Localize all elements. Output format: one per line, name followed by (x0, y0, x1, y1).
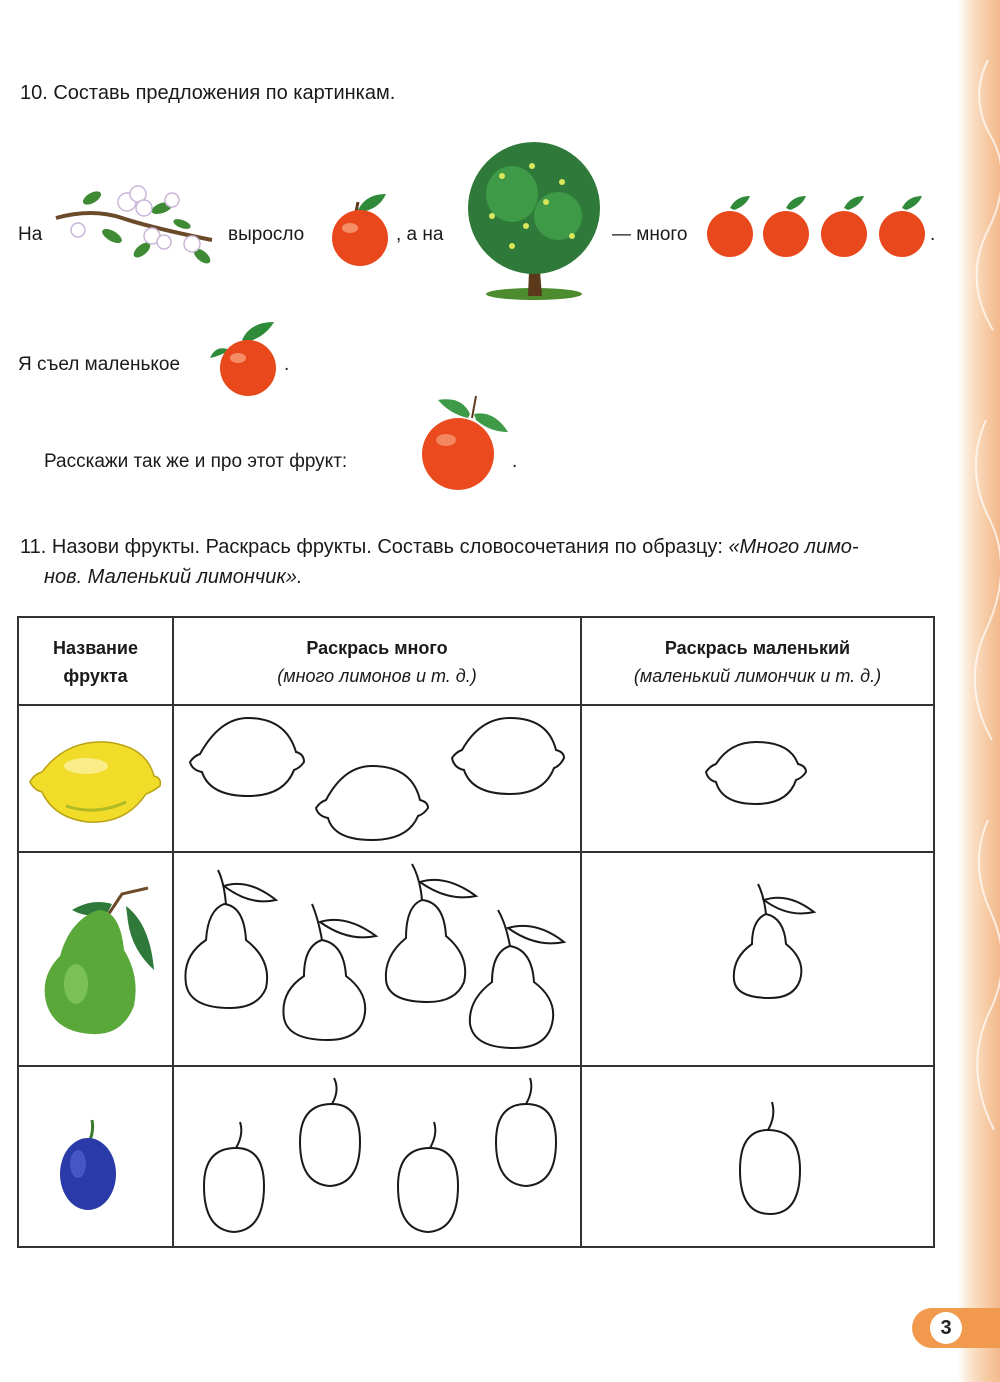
apple-icon (318, 188, 396, 270)
word-na: На (18, 224, 43, 245)
line2-dot: . (284, 354, 290, 375)
word-vyroslo: выросло (228, 224, 305, 245)
header-fruit-name (19, 634, 172, 690)
tangerine-icon (414, 392, 514, 494)
pear-icon (36, 880, 162, 1040)
sentence-ate-small: Я съел маленькое (18, 354, 181, 375)
word-a-na: , а на (396, 224, 444, 245)
line1-dot: . (930, 224, 936, 245)
task-11-title-line1 (20, 536, 859, 559)
task-11-sample-part1: «Много лимо- (728, 536, 859, 558)
apple-blossom-branch-icon (52, 178, 216, 274)
sentence-tell-about: Расскажи так же и про этот фрукт: (44, 451, 348, 472)
header-color-many (174, 634, 580, 690)
apples-group-icon (704, 192, 930, 260)
line3-dot: . (512, 451, 518, 472)
header-color-many-title: Раскрась много (306, 638, 448, 658)
apple-tree-icon (462, 136, 606, 302)
page-number: 3 (930, 1312, 962, 1344)
task-11-title-text: 11. Назови фрукты. Раскрась фрукты. Составь словосочетания по образцу: (20, 536, 729, 558)
task-10-title: 10. Составь предложения по картинкам. (20, 82, 396, 104)
plum-outline-small[interactable] (736, 1096, 806, 1218)
header-color-many-sub: (много лимонов и т. д.) (277, 666, 477, 686)
task-11-title-line2 (44, 566, 302, 589)
header-color-small-sub: (маленький лимончик и т. д.) (633, 666, 882, 686)
header-color-small (582, 634, 933, 690)
page-edge-decoration (958, 0, 1000, 1382)
page-number-tab (912, 1308, 1000, 1348)
header-fruit-name-line1: Название (53, 638, 138, 658)
pear-outline-small[interactable] (726, 878, 818, 1004)
lemon-outline-small[interactable] (700, 738, 810, 808)
task-11-sample-part2: нов. Маленький лимончик». (44, 566, 303, 588)
word-mnogo: — много (612, 224, 688, 245)
pear-outlines-many[interactable] (180, 860, 576, 1056)
small-apple-icon (206, 318, 280, 398)
plum-outlines-many[interactable] (196, 1072, 568, 1238)
lemon-outlines-many[interactable] (180, 712, 576, 842)
lemon-icon (26, 736, 164, 828)
header-color-small-title: Раскрась маленький (664, 638, 851, 658)
header-fruit-name-line2: фрукта (63, 666, 128, 686)
plum-icon (56, 1116, 120, 1214)
